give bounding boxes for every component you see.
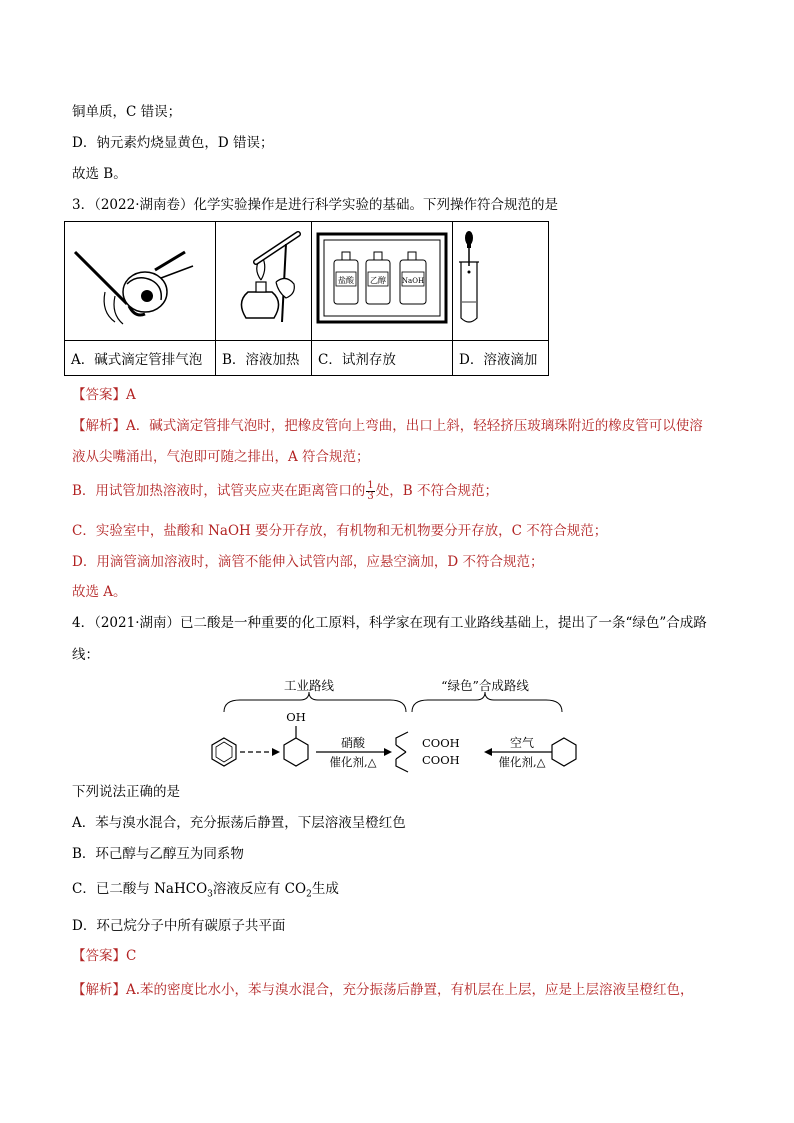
question-3-table — [64, 221, 549, 376]
carboxyl-label: COOH — [422, 753, 460, 767]
question-4-answer — [72, 946, 136, 966]
reagent-nitric-acid: 硝酸 — [340, 736, 366, 750]
cyclohexane-structure — [552, 738, 576, 766]
fraction-denominator: 3 — [367, 491, 374, 502]
cyclohexanol-structure — [284, 710, 308, 766]
question-4-option-b: B．环己醇与乙醇互为同系物 — [72, 846, 244, 862]
reagent-shelf-illustration — [312, 222, 452, 336]
bottle-label: NaOH — [401, 277, 425, 285]
question-3-answer — [72, 385, 136, 405]
burette-image-cell — [65, 222, 216, 341]
dropper-image-cell — [453, 222, 549, 341]
question-3-explanation-end: 故选 A。 — [72, 584, 127, 600]
question-4-option-d: D．环己烷分子中所有碳原子共平面 — [72, 918, 286, 934]
bottle-label: 盐酸 — [338, 276, 354, 285]
subscript: 3 — [207, 889, 213, 900]
condition-catalyst-heat: 催化剂,△ — [498, 755, 546, 769]
synthesis-route-diagram — [200, 672, 590, 776]
question-4-stem-2: 线： — [72, 647, 99, 663]
text-line: D．钠元素灼烧显黄色，D 错误； — [72, 135, 274, 151]
carboxyl-label: COOH — [422, 736, 460, 750]
bottle-hydrochloric-acid — [334, 252, 358, 304]
text-line: 铜单质，C 错误； — [72, 104, 182, 120]
answer-value: C — [126, 948, 137, 964]
option-label-cell: B．溶液加热 — [216, 341, 312, 376]
option-label-cell: C．试剂存放 — [312, 341, 453, 376]
heating-image-cell — [216, 222, 312, 341]
hydroxyl-label: OH — [286, 710, 306, 724]
explanation-tag: 【解析】 — [72, 982, 126, 998]
explanation-tag: 【解析】 — [72, 418, 126, 434]
industrial-route-label: 工业路线 — [283, 678, 335, 693]
question-3-explanation-b — [72, 481, 498, 502]
burette-bubble-illustration — [65, 222, 215, 336]
question-4-stem-1: 4．（2021·湖南）已二酸是一种重要的化工原料，科学家在现有工业路线基础上，提出了一条“绿色”合成路 — [72, 615, 707, 631]
explanation-text: 处，B 不符合规范； — [375, 483, 499, 499]
answer-value: A — [126, 387, 136, 403]
test-tube-heating-illustration — [216, 222, 311, 336]
question-3-stem: 3．（2022·湖南卷）化学实验操作是进行科学实验的基础。下列操作符合规范的是 — [72, 197, 558, 213]
text-line: 故选 B。 — [72, 166, 127, 182]
answer-tag: 【答案】 — [72, 948, 126, 964]
subscript: 2 — [306, 889, 312, 900]
option-text: 溶液反应有 CO — [212, 881, 307, 897]
reagent-image-cell — [312, 222, 453, 341]
fraction — [366, 481, 374, 502]
question-4-option-c — [72, 879, 339, 905]
option-text: C．已二酸与 NaHCO — [72, 881, 208, 897]
option-label-cell: A．碱式滴定管排气泡 — [65, 341, 216, 376]
question-4-option-a: A．苯与溴水混合，充分振荡后静置，下层溶液呈橙红色 — [72, 815, 406, 831]
benzene-structure — [212, 738, 236, 766]
question-3-explanation-a2: 液从尖嘴涌出，气泡即可随之排出，A 符合规范； — [72, 449, 370, 465]
explanation-text: A.苯的密度比水小，苯与溴水混合，充分振荡后静置，有机层在上层，应是上层溶液呈橙红色， — [126, 982, 694, 998]
explanation-text: A．碱式滴定管排气泡时，把橡皮管向上弯曲，出口上斜，轻轻挤压玻璃珠附近的橡皮管可以使溶 — [126, 418, 703, 434]
dropper-illustration — [453, 222, 548, 336]
question-4-explanation — [72, 980, 694, 1000]
option-text: 生成 — [311, 881, 339, 897]
question-3-explanation-c: C．实验室中，盐酸和 NaOH 要分开存放，有机物和无机物要分开存放，C 不符合规范； — [72, 523, 608, 539]
question-3-explanation-d: D．用滴管滴加溶液时，滴管不能伸入试管内部，应悬空滴加，D 不符合规范； — [72, 554, 544, 570]
bottle-naoh — [400, 252, 426, 304]
bottle-ethanol — [366, 252, 390, 304]
option-label-cell: D．溶液滴加 — [453, 341, 549, 376]
fraction-numerator: 1 — [367, 480, 374, 491]
green-route-label: “绿色”合成路线 — [441, 678, 529, 693]
bottle-label: 乙醇 — [370, 276, 386, 285]
condition-catalyst-heat: 催化剂,△ — [329, 755, 377, 769]
question-4-ask: 下列说法正确的是 — [72, 784, 180, 800]
explanation-text: B．用试管加热溶液时，试管夹应夹在距离管口的 — [72, 483, 366, 499]
adipic-acid-structure — [396, 732, 460, 772]
answer-tag: 【答案】 — [72, 387, 126, 403]
reagent-air: 空气 — [509, 736, 535, 750]
question-3-explanation-a1 — [72, 416, 703, 436]
